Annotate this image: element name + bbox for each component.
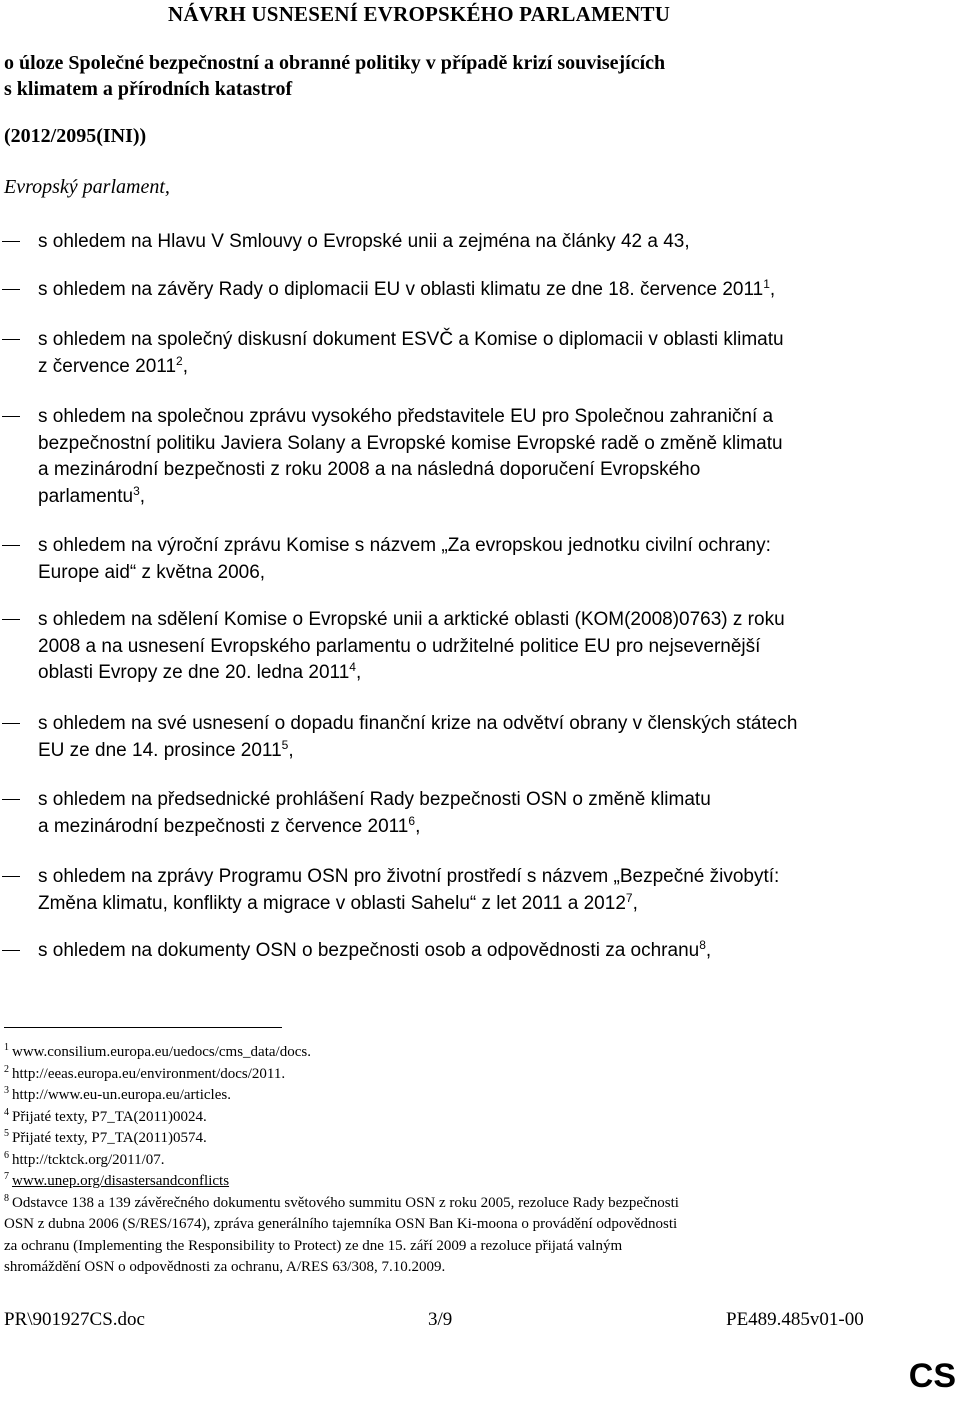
citation-line: a mezinárodní bezpečnosti z července 2011$^6$, <box>38 813 421 837</box>
footnote-ref[interactable]: 4 <box>349 660 356 674</box>
citation-line: s ohledem na zprávy Programu OSN pro životní prostředí s názvem „Bezpečné živobytí: <box>38 866 780 887</box>
citation-line: s ohledem na výroční zprávu Komise s názvem „Za evropskou jednotku civilní ochrany: <box>38 535 771 556</box>
citation-dash <box>2 241 20 242</box>
citation-line: parlamentu$^3$, <box>38 483 146 507</box>
citation-dash <box>2 416 20 417</box>
citation-dash <box>2 799 20 800</box>
footnote-number: 3 <box>4 1085 9 1096</box>
subject-line-1: o úloze Společné bezpečnostní a obranné politiky v případě krizí souvisejících <box>4 52 666 74</box>
citation-dash <box>2 545 20 546</box>
footnote-line: $^5$ Přijaté texty, P7_TA(2011)0574. <box>4 1128 207 1146</box>
document-heading: NÁVRH USNESENÍ EVROPSKÉHO PARLAMENTU <box>168 2 671 26</box>
footnote-number: 2 <box>4 1063 9 1075</box>
citation-line: bezpečnostní politiku Javiera Solany a Evropské komise Evropské radě o změně klimatu <box>38 432 783 454</box>
footnote-ref[interactable]: 2 <box>176 353 183 368</box>
citation-line: s ohledem na závěry Rady o diplomacii EU v oblasti klimatu ze dne 18. července 2011$^1$, <box>38 277 776 300</box>
citation-dash <box>2 289 20 290</box>
citation-line: s ohledem na dokumenty OSN o bezpečnosti osob a odpovědnosti za ochranu$^8$, <box>38 938 712 961</box>
footnote-line: $^8$ Odstavce 138 a 139 závěrečného dokumentu světového summitu OSN z roku 2005, rezoluce Rady bezpečnosti <box>4 1192 679 1211</box>
footnote-line: OSN z dubna 2006 (S/RES/1674), zpráva generálního tajemníka OSN Ban Ki-moona o provádění odpovědnosti <box>4 1216 678 1232</box>
footnote-ref[interactable]: 8 <box>699 938 706 952</box>
citation-line: 2008 a na usnesení Evropského parlamentu o udržitelné politice EU pro nejsevernější <box>38 635 761 657</box>
footnote-separator <box>4 1027 282 1028</box>
citation-dash <box>2 723 20 724</box>
footnote-number: 1 <box>4 1042 9 1053</box>
citation-line: EU ze dne 14. prosince 2011$^5$, <box>38 737 294 761</box>
footnote-ref[interactable]: 1 <box>763 277 770 291</box>
citation-dash <box>2 950 20 951</box>
citation-line: s ohledem na předsednické prohlášení Rady bezpečnosti OSN o změně klimatu <box>38 789 711 810</box>
footnote-number: 5 <box>4 1128 9 1139</box>
footnote-number: 6 <box>4 1149 9 1161</box>
footnote-line: $^3$ http://www.eu-un.europa.eu/articles. <box>4 1085 231 1103</box>
footer-doc-ref: PR\901927CS.doc <box>4 1309 145 1330</box>
citation-line: z července 2011$^2$, <box>38 353 188 377</box>
language-badge: CS <box>908 1357 956 1395</box>
citation-line: s ohledem na sdělení Komise o Evropské unii a arktické oblasti (KOM(2008)0763) z roku <box>38 609 785 630</box>
footnote-line: shromáždění OSN o odpovědnosti za ochranu, A/RES 63/308, 7.10.2009. <box>4 1259 446 1275</box>
footnote-ref[interactable]: 5 <box>281 737 289 752</box>
citation-dash <box>2 339 20 340</box>
citation-line: s ohledem na své usnesení o dopadu finanční krize na odvětví obrany v členských státech <box>38 713 798 734</box>
citation-line: Europe aid“ z května 2006, <box>38 561 266 583</box>
citation-line: s ohledem na Hlavu V Smlouvy o Evropské unii a zejména na články 42 a 43, <box>38 231 690 252</box>
citation-line: Změna klimatu, konflikty a migrace v oblasti Sahelu“ z let 2011 a 2012$^7$, <box>38 890 638 914</box>
citation-line: oblasti Evropy ze dne 20. ledna 2011$^4$, <box>38 660 362 683</box>
footnote-line: $^1$ www.consilium.europa.eu/uedocs/cms_data/docs. <box>4 1042 311 1060</box>
footnote-number: 4 <box>4 1106 9 1118</box>
footnote-line[interactable]: $^7$ www.unep.org/disastersandconflicts <box>4 1171 230 1189</box>
citation-line: s ohledem na společný diskusní dokument ESVČ a Komise o diplomacii v oblasti klimatu <box>38 329 784 350</box>
citation-line: a mezinárodní bezpečnosti z roku 2008 a na následná doporučení Evropského <box>38 459 701 480</box>
footnote-ref[interactable]: 7 <box>625 890 633 905</box>
footer-page-number: 3/9 <box>428 1309 453 1330</box>
footnote-line: $^2$ http://eeas.europa.eu/environment/docs/2011. <box>4 1063 286 1082</box>
footnote-ref[interactable]: 3 <box>133 483 140 498</box>
citation-dash <box>2 619 20 620</box>
footnote-line: za ochranu (Implementing the Responsibility to Protect) ze dne 15. září 2009 a rezoluce přijatá valným <box>4 1237 623 1254</box>
citation-line: s ohledem na společnou zprávu vysokého představitele EU pro Společnou zahraniční a <box>38 406 774 427</box>
footer-pe-ref: PE489.485v01-00 <box>726 1309 864 1330</box>
footnote-line: $^6$ http://tcktck.org/2011/07. <box>4 1149 165 1168</box>
footnote-ref[interactable]: 6 <box>408 813 416 828</box>
author-line: Evropský parlament, <box>4 176 170 198</box>
footnote-line: $^4$ Přijaté texty, P7_TA(2011)0024. <box>4 1106 207 1125</box>
footnote-number: 7 <box>4 1171 9 1182</box>
citation-dash <box>2 876 20 877</box>
subject-line-2: s klimatem a přírodních katastrof <box>4 78 293 100</box>
procedure-number: (2012/2095(INI)) <box>4 125 147 147</box>
footnote-number: 8 <box>4 1192 9 1204</box>
